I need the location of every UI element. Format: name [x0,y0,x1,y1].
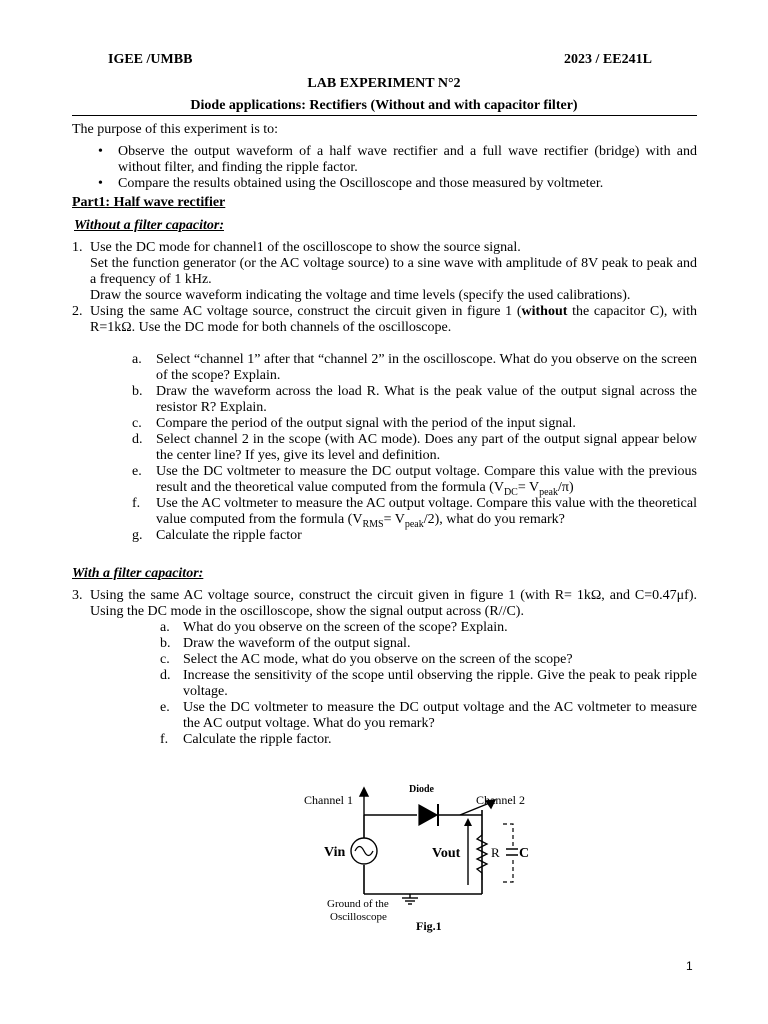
sub-question: e. Use the DC voltmeter to measure the DC output voltage. Compare this value with the previous result and the theoretical value computed from the formula $(V_{DC}= V_{peak}/\pi)$ [132,464,697,498]
sub-question: d. Increase the sensitivity of the scope until observing the ripple. Give the peak to peak ripple voltage. [160,668,697,699]
channel1-arrow-icon [360,788,368,796]
channel2-label: Channel 2 [476,793,525,807]
sub-question: g. Calculate the ripple factor [132,528,302,543]
with-filter-heading: With a filter capacitor: [72,566,204,581]
sub-question: b. Draw the waveform across the load R. What is the peak value of the output signal across the resistor R? Explain. [132,384,697,415]
ac-source-icon [351,838,377,864]
figure-caption: Fig.1 [416,919,442,933]
resistor-label: R [491,845,500,860]
lab-title: LAB EXPERIMENT N°2 [307,76,461,91]
question-text: Using the same AC voltage source, construct the circuit given in figure 1 (with R= 1kΩ, and C=0.47μf). Using the DC mode in the oscilloscope, show the signal output across (R//C). [90,588,697,619]
sub-question: c. Select the AC mode, what do you observe on the screen of the scope? [160,652,573,667]
title-divider [72,115,697,116]
document-header [0,52,768,70]
purpose-item: • Compare the results obtained using the Oscilloscope and those measured by voltmeter. [72,176,697,192]
sub-question: f. Calculate the ripple factor. [160,732,332,747]
sub-question: a. Select “channel 1” after that “channel 2” in the oscilloscope. What do you observe on the screen of the scope? Explain. [132,352,697,383]
question-text: Using the same AC voltage source, construct the circuit given in figure 1 (without the capacitor C), with R=1kΩ. Use the DC mode for both channels of the oscilloscope. [90,304,697,335]
capacitor-plates [506,849,518,855]
channel1-label: Channel 1 [304,793,353,807]
rectifier-circuit-diagram [292,780,552,940]
emphasis-without: without [521,304,568,319]
sub-question: f. Use the AC voltmeter to measure the AC output voltage. Compare this value with the theoretical value computed from the formula $(V_{RMS}= V_{peak}/2)$, what do you remark? [132,496,697,530]
sub-question-list [90,620,697,748]
institution-label: IGEE /UMBB [108,52,193,67]
without-filter-heading: Without a filter capacitor: [74,218,224,233]
sub-question: c. Compare the period of the output signal with the period of the input signal. [132,416,576,431]
part1-heading: Part1: Half wave rectifier [72,195,226,210]
vin-label: Vin [324,845,346,860]
course-code: 2023 / EE241L [564,52,652,67]
diode-icon [419,804,438,826]
ground-label-line2: Oscilloscope [330,911,387,923]
ground-icon [402,894,418,904]
page-number: 1 [686,959,693,973]
question-text: Use the DC mode for channel1 of the oscilloscope to show the source signal. [90,240,521,255]
lab-subtitle: Diode applications: Rectifiers (Without and with capacitor filter) [190,98,578,113]
capacitor-label: C [519,846,530,861]
purpose-intro: The purpose of this experiment is to: [72,122,279,137]
sub-question: e. Use the DC voltmeter to measure the DC output voltage and the AC voltmeter to measure the AC output voltage. What do you remark? [160,700,697,731]
question-list [72,588,697,748]
question-number: 3. [72,588,83,603]
vout-label: Vout [432,846,461,861]
vout-arrow-icon [464,818,472,885]
sub-question: a. What do you observe on the screen of the scope? Explain. [160,620,508,635]
question-text: Draw the source waveform indicating the voltage and time levels (specify the used calibrations). [90,288,631,303]
question-text: Set the function generator (or the AC voltage source) to a sine wave with amplitude of 8V peak to peak and a frequency of 1 kHz. [90,256,697,287]
sub-question-list [90,352,697,544]
question-list [72,240,697,544]
question-2 [72,304,697,544]
diode-label: Diode [409,784,434,795]
sub-question: d. Select channel 2 in the scope (with AC mode). Does any part of the output signal appear below the center line? If yes, give its level and definition. [132,432,697,463]
question-1 [72,240,697,304]
ground-label-line1: Ground of the [327,898,389,910]
question-number: 2. [72,304,83,319]
question-3 [72,588,697,748]
capacitor-icon [503,824,513,882]
purpose-list [72,144,697,192]
question-number: 1. [72,240,83,255]
sub-question: b. Draw the waveform of the output signal. [160,636,411,651]
purpose-item: • Observe the output waveform of a half wave rectifier and a full wave rectifier (bridge) with and without filter, and finding the ripple factor. [72,144,697,176]
document-body [72,122,697,748]
circuit-figure [292,780,552,940]
